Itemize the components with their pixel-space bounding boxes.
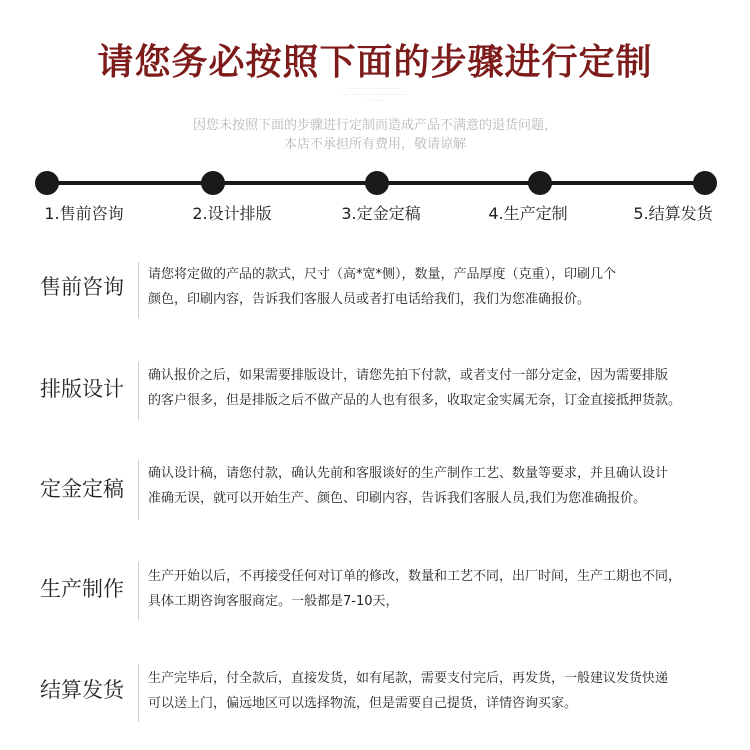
- step-label-3: 3.定金定稿: [341, 204, 421, 223]
- section-text-line: 的客户很多，但是排版之后不做产品的人也有很多，收取定金实属无奈，订金直接抵押货款。: [148, 393, 682, 408]
- section-text-line: 请您将定做的产品的款式，尺寸（高*宽*侧），数量，产品厚度（克重），印刷几个: [148, 267, 617, 282]
- section-divider: [138, 460, 139, 520]
- section-title: 结算发货: [40, 678, 124, 702]
- section-divider: [138, 562, 139, 620]
- section-text: [148, 564, 718, 614]
- step-label-4: 4.生产定制: [488, 204, 568, 223]
- step-label-1: 1.售前咨询: [44, 204, 124, 223]
- section-divider: [138, 262, 139, 318]
- section-title: 定金定稿: [40, 477, 124, 501]
- notice-line-1: 因您未按照下面的步骤进行定制而造成产品不满意的退货问题，: [192, 118, 557, 133]
- page-title: 请您务必按照下面的步骤进行定制: [97, 42, 653, 83]
- section-divider: [138, 362, 139, 420]
- section-text-line: 准确无误，就可以开始生产、颜色、印刷内容，告诉我们客服人员,我们为您准确报价。: [148, 491, 647, 506]
- step-dot-5: [693, 171, 717, 195]
- step-dot-1: [35, 171, 59, 195]
- step-dot-4: [528, 171, 552, 195]
- section-text-line: 确认报价之后，如果需要排版设计，请您先拍下付款，或者支付一部分定金，因为需要排版: [148, 368, 669, 383]
- section-text-line: 具体工期咨询客服商定。一般都是7-10天，: [148, 594, 399, 609]
- step-label-2: 2.设计排版: [192, 204, 272, 223]
- section-divider: [138, 664, 139, 722]
- section-text: [148, 262, 718, 312]
- section-title: 生产制作: [40, 577, 124, 601]
- section-text: [148, 666, 718, 716]
- section-title: 排版设计: [40, 377, 124, 401]
- step-dot-3: [365, 171, 389, 195]
- notice-line-2: 本店不承担所有费用，敬请谅解: [283, 137, 466, 152]
- section-text: [148, 461, 718, 511]
- section-text: [148, 363, 718, 413]
- step-label-5: 5.结算发货: [633, 204, 713, 223]
- section-text-line: 颜色，印刷内容，告诉我们客服人员或者打电话给我们，我们为您准确报价。: [148, 292, 591, 307]
- step-dot-2: [201, 171, 225, 195]
- fine-print-line: ----- --- ---- ---: [365, 98, 385, 102]
- section-text-line: 确认设计稿，请您付款，确认先前和客服谈好的生产制作工艺、数量等要求，并且确认设计: [148, 466, 669, 481]
- fine-print-line: -- ---- ---- -- --- -- ---- -- ---- ----- ----- -- ----- -----: [342, 92, 408, 96]
- section-title: 售前咨询: [40, 275, 124, 299]
- fine-print-line: ----- ---- -- ---- ---- -- ---- --- -- ---- -----: [349, 86, 401, 90]
- section-text-line: 生产完毕后，付全款后，直接发货，如有尾款，需要支付完后，再发货，一般建议发货快递: [148, 671, 669, 686]
- section-text-line: 可以送上门，偏远地区可以选择物流，但是需要自己提货，详情咨询买家。: [148, 696, 578, 711]
- section-text-line: 生产开始以后，不再接受任何对订单的修改，数量和工艺不同，出厂时间，生产工期也不同，: [148, 569, 682, 584]
